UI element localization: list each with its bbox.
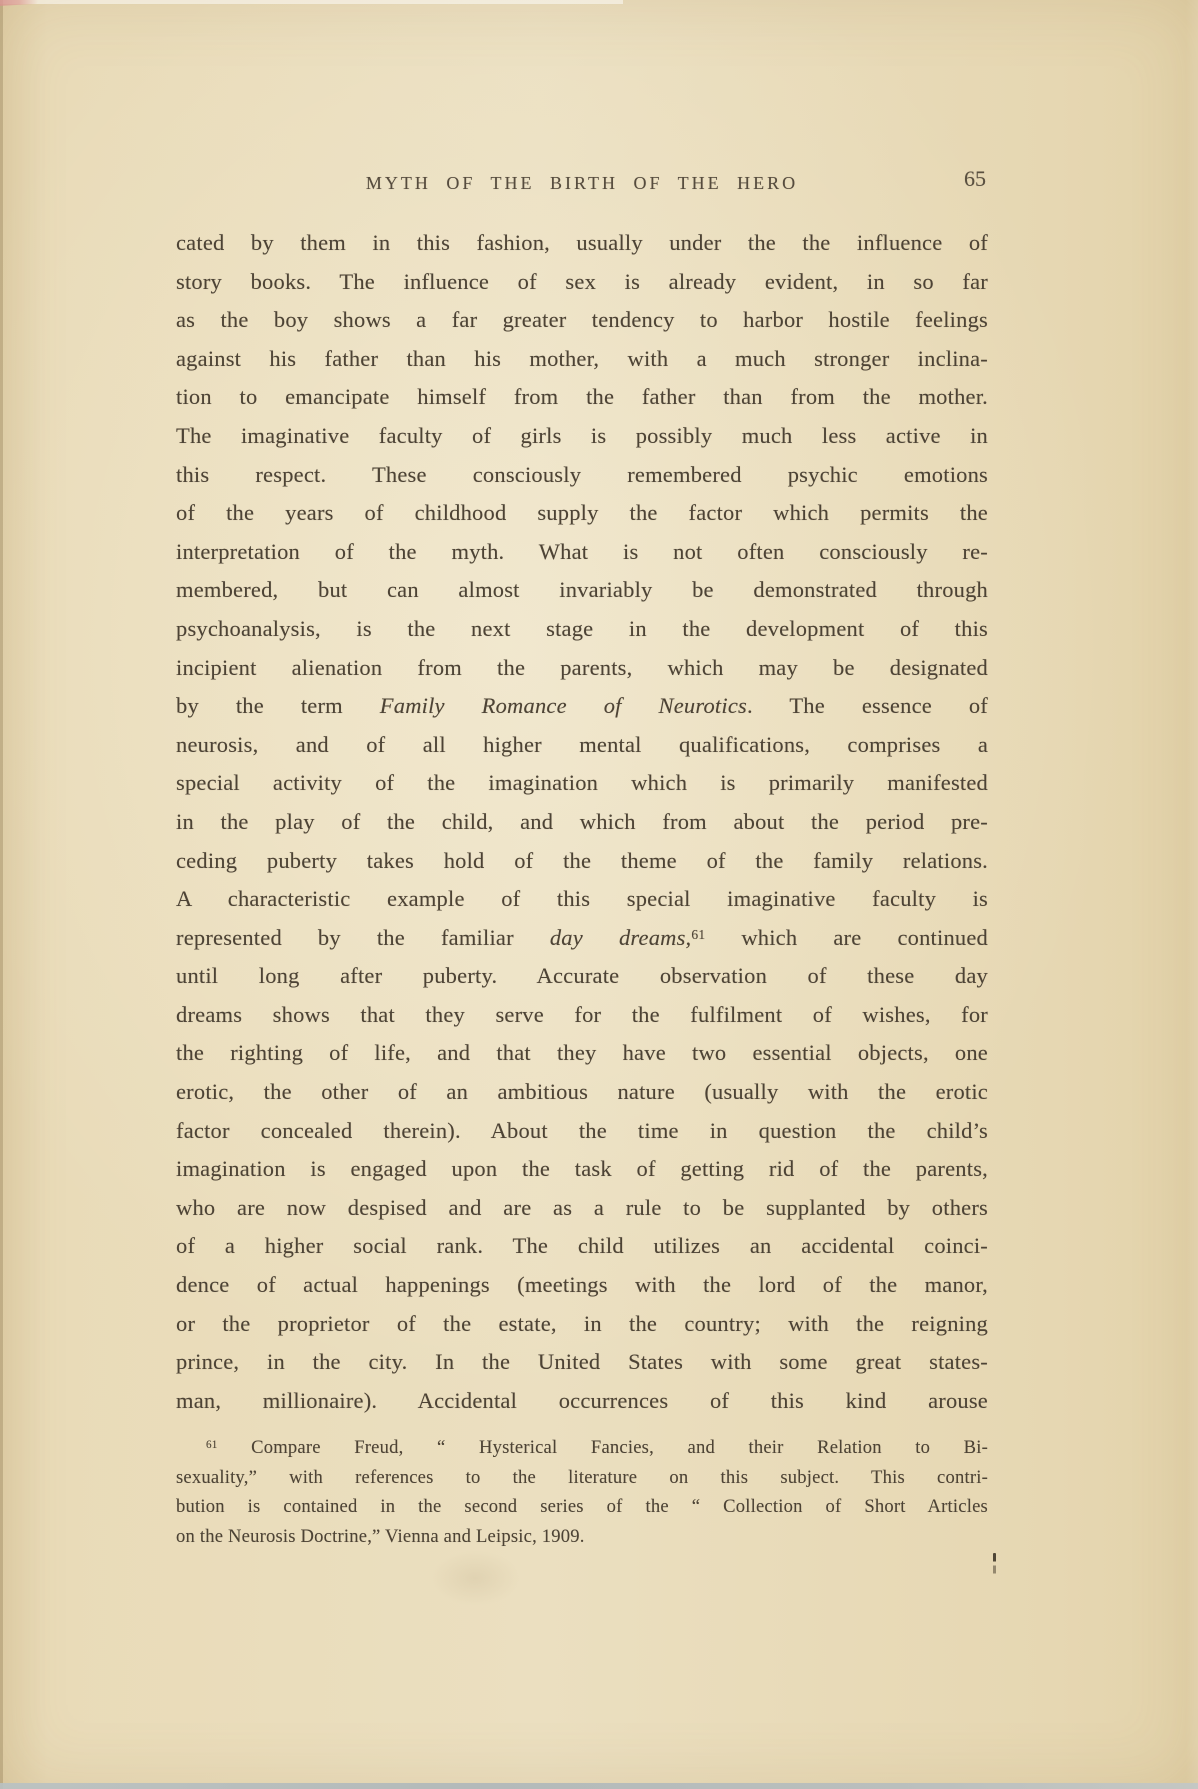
body-line: prince, in the city. In the United States with some great states- — [176, 1349, 988, 1375]
body-line: represented by the familiar day dreams,$^{61}$ which are continued — [176, 924, 988, 950]
body-line: cated by them in this fashion, usually under the the influence of — [176, 230, 988, 255]
italic-phrase: Family Romance of Neurotics — [379, 693, 747, 719]
body-line: dence of actual happenings (meetings with the lord of the manor, — [176, 1272, 988, 1298]
body-line: ceding puberty takes hold of the theme of the family relations. — [176, 847, 988, 873]
page-header — [176, 166, 988, 200]
body-line: incipient alienation from the parents, which may be designated — [176, 654, 988, 680]
body-line: membered, but can almost invariably be demonstrated through — [176, 577, 988, 603]
page-number: 65 — [964, 166, 986, 191]
footnote-line: bution is contained in the second series of the “ Collection of Short Articles — [176, 1496, 988, 1518]
body-line: interpretation of the myth. What is not often consciously re- — [176, 538, 988, 564]
body-line: The imaginative faculty of girls is possibly much less active in — [176, 422, 988, 448]
body-line: as the boy shows a far greater tendency to harbor hostile feelings — [176, 307, 988, 333]
body-line: neurosis, and of all higher mental qualifications, comprises a — [176, 731, 988, 757]
paper-smudge — [430, 1550, 520, 1606]
footnote-reference: 61 — [691, 926, 706, 942]
body-line: against his father than his mother, with a much stronger inclina- — [176, 345, 988, 371]
body-line: imagination is engaged upon the task of getting rid of the parents, — [176, 1156, 988, 1182]
body-line: tion to emancipate himself from the father than from the mother. — [176, 384, 988, 410]
body-line: man, millionaire). Accidental occurrences of this kind arouse — [176, 1387, 988, 1413]
scanner-bottom-edge — [0, 1783, 1198, 1789]
body-line: erotic, the other of an ambitious nature (usually with the erotic — [176, 1079, 988, 1105]
body-line: the righting of life, and that they have two essential objects, one — [176, 1040, 988, 1066]
page-left-edge — [0, 0, 3, 1789]
body-line: factor concealed therein). About the time in question the child’s — [176, 1117, 988, 1143]
body-line: story books. The influence of sex is already evident, in so far — [176, 268, 988, 294]
footnote — [176, 1433, 988, 1551]
body-line: until long after puberty. Accurate observation of these day — [176, 963, 988, 989]
body-line: or the proprietor of the estate, in the country; with the reigning — [176, 1310, 988, 1336]
pink-corner-mark — [0, 0, 38, 6]
body-line: dreams shows that they serve for the fulfilment of wishes, for — [176, 1001, 988, 1027]
body-line: this respect. These consciously remembered psychic emotions — [176, 461, 988, 487]
body-line: A characteristic example of this special imaginative faculty is — [176, 886, 988, 912]
body-line: of a higher social rank. The child utilizes an accidental coinci- — [176, 1233, 988, 1259]
running-title: MYTH OF THE BIRTH OF THE HERO — [365, 173, 799, 193]
footnote-line: $^{61}$ Compare Freud, “ Hysterical Fancies, and their Relation to Bi- — [206, 1437, 988, 1458]
scanner-light-edge — [0, 0, 623, 4]
body-line: special activity of the imagination which is primarily manifested — [176, 770, 988, 796]
body-line: psychoanalysis, is the next stage in the development of this — [176, 615, 988, 641]
footnote-line: on the Neurosis Doctrine,” Vienna and Leipsic, 1909. — [176, 1525, 585, 1547]
body-line: by the term Family Romance of Neurotics. The essence of — [176, 693, 989, 719]
body-text — [176, 224, 988, 1420]
body-line: in the play of the child, and which from about the period pre- — [176, 808, 988, 834]
body-line: who are now despised and are as a rule to be supplanted by others — [176, 1194, 988, 1220]
footnote-reference: 61 — [206, 1438, 218, 1451]
ink-mark — [993, 1553, 996, 1576]
footnote-line: sexuality,” with references to the literature on this subject. This contri- — [176, 1466, 988, 1488]
body-line: of the years of childhood supply the factor which permits the — [176, 500, 988, 526]
italic-phrase: day dreams, — [549, 924, 692, 950]
